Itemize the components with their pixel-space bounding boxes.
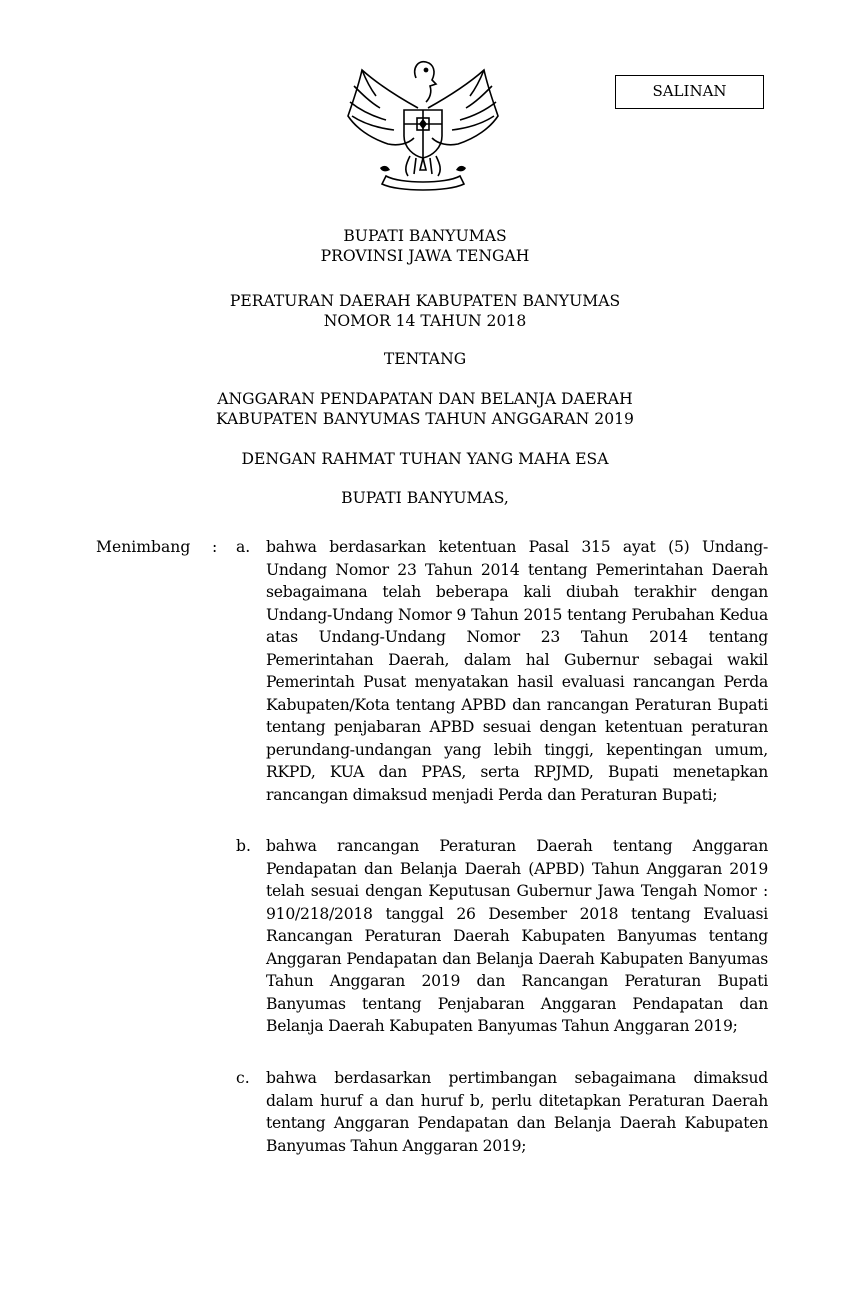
subject-heading [0,389,850,429]
garuda-pancasila-emblem [340,58,506,198]
menimbang-label: Menimbang [96,538,191,556]
item-text: bahwa berdasarkan pertimbangan sebagaimana dimaksud dalam huruf a dan huruf b, perlu ditetapkan Peraturan Daerah tentang Anggaran Pendapatan dan Belanja Daerah Kabupaten Banyumas Tahun Anggaran 2019; [266,1069,768,1155]
item-letter: b. [236,837,251,855]
preamble-heading [0,449,850,469]
item-letter: a. [236,538,251,556]
item-letter: c. [236,1069,250,1087]
preamble-text: DENGAN RAHMAT TUHAN YANG MAHA ESA [241,450,609,468]
subject-line-1: ANGGARAN PENDAPATAN DAN BELANJA DAERAH [217,390,633,408]
considering-item-b [236,835,768,1038]
considering-item-c [236,1067,768,1157]
province-title: PROVINSI JAWA TENGAH [320,247,530,265]
tentang-heading [0,349,850,369]
regulation-title: PERATURAN DAERAH KABUPATEN BANYUMAS [229,292,621,310]
regulation-number: NOMOR 14 TAHUN 2018 [323,312,527,330]
issuer-heading [0,226,850,266]
menimbang-colon: : [212,538,218,556]
item-text: bahwa berdasarkan ketentuan Pasal 315 ayat (5) Undang-Undang Nomor 23 Tahun 2014 tentang Pemerintahan Daerah sebagaimana telah beberapa kali diubah terakhir dengan Undang-Undang Nomor 9 Tahun 2015 tentang Perubahan Kedua atas Undang-Undang Nomor 23 Tahun 2014 tentang Pemerintahan Daerah, dalam hal Gubernur sebagai wakil Pemerintah Pusat menyatakan hasil evaluasi rancangan Perda Kabupaten/Kota tentang APBD dan rancangan Peraturan Bupati tentang penjabaran APBD sesuai dengan ketentuan peraturan perundang-undangan yang lebih tinggi, kepentingan umum, RKPD, KUA dan PPAS, serta RPJMD, Bupati menetapkan rancangan dimaksud menjadi Perda dan Peraturan Bupati; [266,538,768,804]
salinan-stamp-box [615,75,764,109]
considering-item-a [236,536,768,806]
item-text: bahwa rancangan Peraturan Daerah tentang Anggaran Pendapatan dan Belanja Daerah (APBD) Tahun Anggaran 2019 telah sesuai dengan Keputusan Gubernur Jawa Tengah Nomor : 910/218/2018 tanggal 26 Desember 2018 tentang Evaluasi Rancangan Peraturan Daerah Kabupaten Banyumas tentang Anggaran Pendapatan dan Belanja Daerah Kabupaten Banyumas Tahun Anggaran 2019 dan Rancangan Peraturan Bupati Banyumas tentang Penjabaran Anggaran Pendapatan dan Belanja Daerah Kabupaten Banyumas Tahun Anggaran 2019; [266,837,768,1035]
salinan-label: SALINAN [652,82,727,100]
issuer-title: BUPATI BANYUMAS [343,227,507,245]
issuer-signature-heading [0,488,850,508]
subject-line-2: KABUPATEN BANYUMAS TAHUN ANGGARAN 2019 [216,410,634,428]
regulation-heading [0,291,850,331]
tentang-label: TENTANG [383,350,467,368]
issuer-name: BUPATI BANYUMAS, [341,489,509,507]
